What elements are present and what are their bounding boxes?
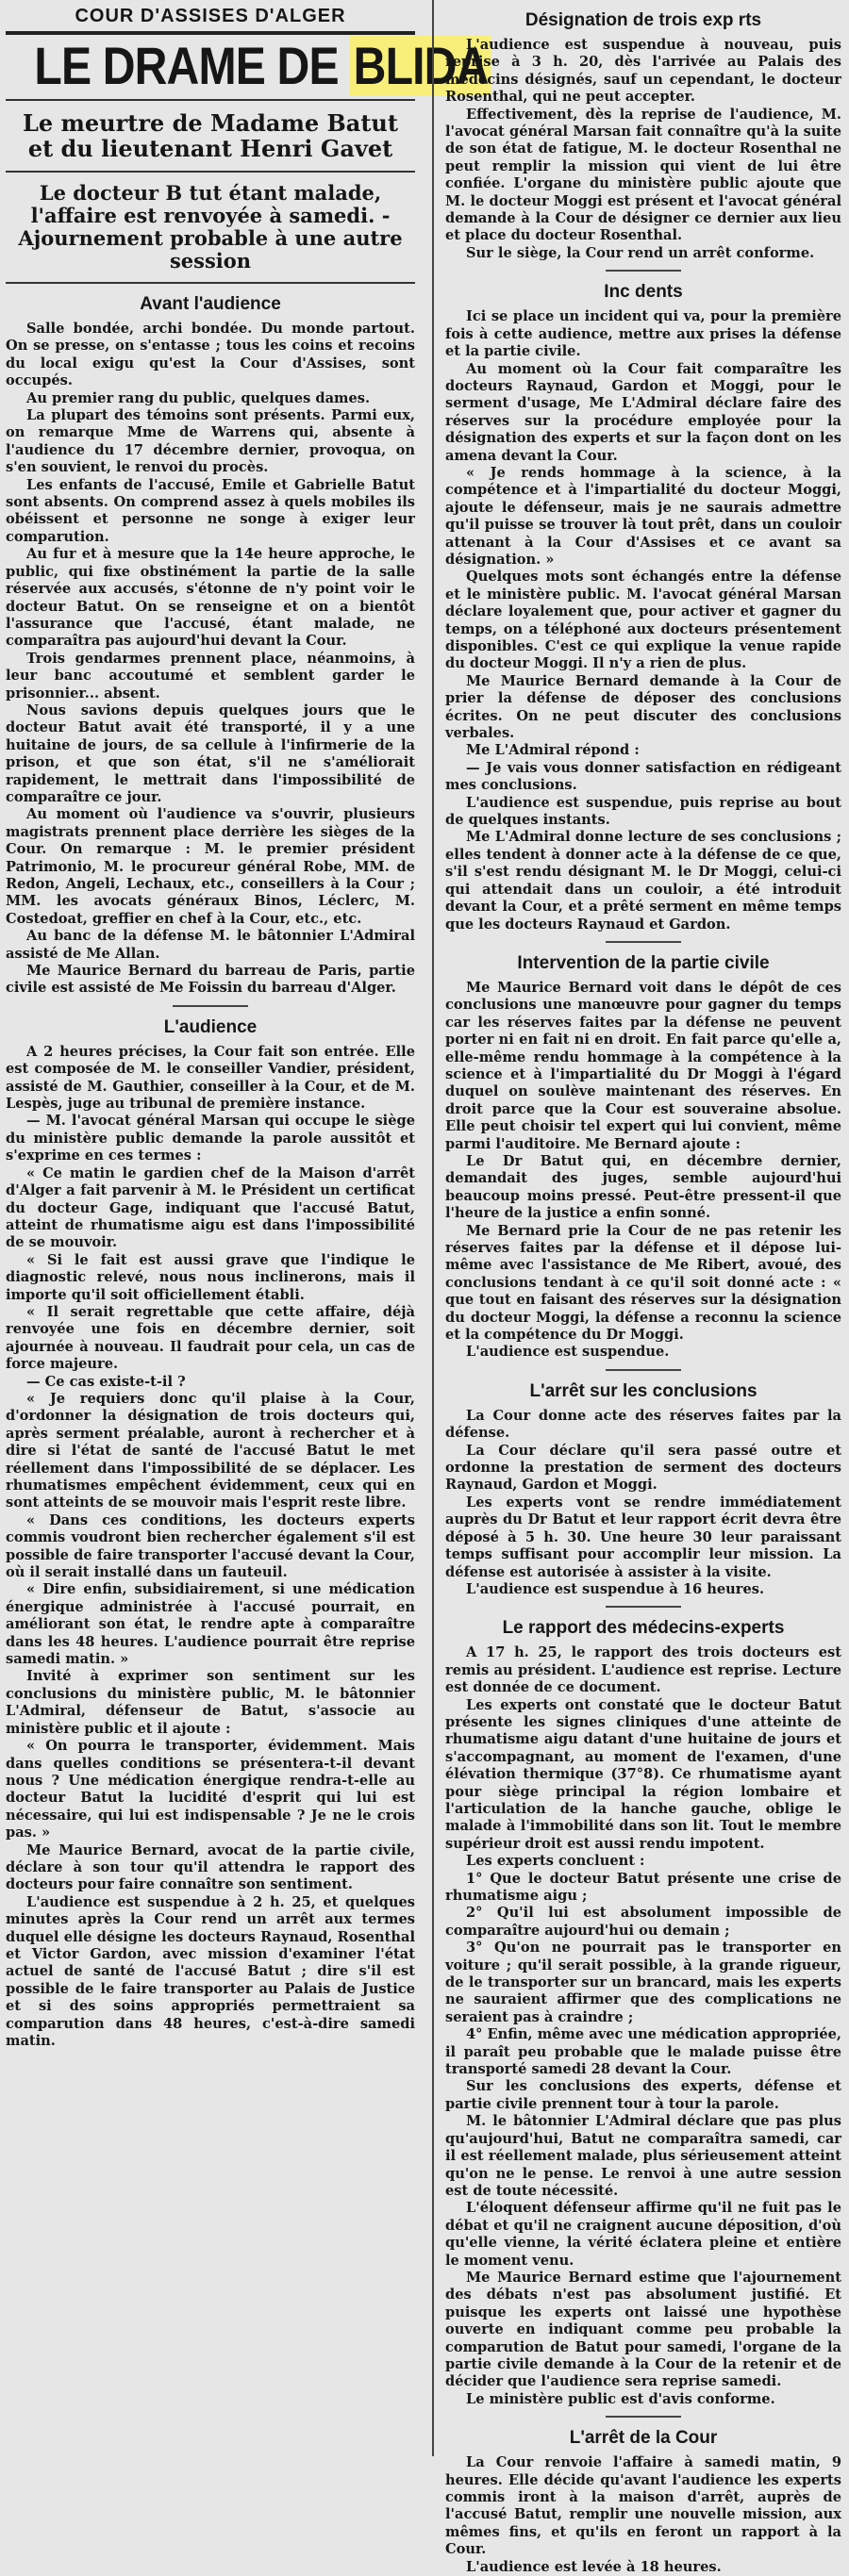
paragraph: L'audience est suspendue à 2 h. 25, et quelques minutes après la Cour rend un arrêt aux termes duquel elle désigne les docteurs Raynaud, Rosenthal et Victor Gardon, avec mission d'examiner l'état actuel de santé de l'accusé Batut ; dire s'il est possible de le faire transporter au Palais de Justice et si des soins appropriés permettraient sa comparution dans 48 heures, c'est-à-dire samedi matin. — [6, 1893, 415, 2049]
paragraph: Les enfants de l'accusé, Emile et Gabrielle Batut sont absents. On comprend assez à quels mobiles ils obéissent et personne ne songe à exiger leur comparution. — [6, 476, 415, 545]
paragraph: 2° Qu'il lui est absolument impossible de comparaître aujourd'hui ou demain ; — [445, 1905, 841, 1939]
rule — [6, 282, 415, 284]
right-column — [432, 0, 849, 2575]
paragraph: « Il serait regrettable que cette affaire, déjà renvoyée une fois en décembre dernier, soit ajournée à nouveau. Il faudrait pour cela, un cas de force majeure. — [6, 1303, 415, 1373]
paragraph: L'audience est suspendue à nouveau, puis reprise à 3 h. 20, dès l'arrivée au Palais des médecins désignés, sauf un cependant, le docteur Rosenthal, qui ne peut accepter. — [445, 37, 841, 106]
rule — [6, 99, 415, 101]
deck-secondary: Le docteur B tut étant malade, l'affaire est renvoyée à samedi. - Ajournement probable à une autre session — [18, 181, 403, 272]
paragraph: Me Maurice Bernard du barreau de Paris, partie civile est assisté de Me Foissin du barreau d'Alger. — [6, 963, 415, 997]
paragraph: Nous savions depuis quelques jours que le docteur Batut avait été transporté, il y a une huitaine de jours, de sa cellule à l'infirmerie de la prison, et que son état, s'il ne s'améliorait rapidement, le mettrait dans l'impossibilité de comparaître ce jour. — [6, 702, 415, 805]
paragraph: M. le bâtonnier L'Admiral déclare que pas plus qu'aujourd'hui, Batut ne comparaîtra samedi, car il est réellement malade, plus sérieusement atteint qu'on ne le pense. Le renvoi à une autre session est de toute nécessité. — [445, 2113, 841, 2199]
paragraph: Me Bernard prie la Cour de ne pas retenir les réserves faites par la défense et il dépose lui-même avec l'assistance de Me Ribert, avoué, des conclusions tendant à ce qu'il soit donné acte : « que tout en faisant des réserves sur la désignation du docteur Moggi, la défense a reconnu la science et la compétence du Dr Moggi. — [445, 1222, 841, 1344]
paragraph: « Dire enfin, subsidiairement, si une médication énergique administrée à l'accusé pourrait, en améliorant son état, le rendre apte à comparaître dans les 48 heures. L'audience pourrait être reprise samedi matin. » — [6, 1581, 415, 1668]
paragraph: « Ce matin le gardien chef de la Maison d'arrêt d'Alger a fait parvenir à M. le Président un certificat du docteur Gage, indiquant que l'accusé Batut, atteint de rhumatisme aigu est dans l'impossibilité de se mouvoir. — [6, 1164, 415, 1251]
paragraph: — Ce cas existe-t-il ? — [26, 1373, 186, 1390]
paragraph: Sur les conclusions des experts, défense et partie civile prennent tour à tour la parole. — [445, 2078, 841, 2112]
paragraph: La Cour donne acte des réserves faites par la défense. — [445, 1407, 841, 1442]
section-title: Le rapport des médecins-experts — [502, 1618, 785, 1639]
paragraph: La plupart des témoins sont présents. Parmi eux, on remarque Mme de Warrens qui, absente à l'audience du 17 décembre dernier, provoqua, on s'en souvient, le renvoi du procès. — [6, 407, 415, 476]
paragraph: Les experts ont constaté que le docteur Batut présente les signes cliniques d'une atteinte de rhumatisme aigu datant d'une huitaine de jours et s'accompagnant, au moment de l'examen, d'une élévation thermique (37°8). Ce rhumatisme ayant pour siège principal la région lombaire et l'articulation de la hanche gauche, oblige le malade à l'immobilité dans son lit. Tout le membre supérieur droit est aussi rendu impotent. — [445, 1696, 841, 1852]
paragraph: Me Maurice Bernard estime que l'ajournement des débats n'est pas absolument justifié. Et puisque les experts ont laissé une hypothèse ouverte en indiquant comme peu probable la comparution de Batut pour samedi, l'organe de la partie civile demande à la Cour de la retenir et de décider que l'audience sera reprise samedi. — [445, 2269, 841, 2390]
headline-text: LE DRAME DE — [34, 36, 351, 95]
paragraph: L'éloquent défenseur affirme qu'il ne fuit pas le débat et qu'il ne craignent aucune déposition, d'où qu'elle vienne, la vérité éclatera pleine et entière le moment venu. — [445, 2200, 841, 2269]
paragraph: — M. l'avocat général Marsan qui occupe le siège du ministère public demande la parole aussitôt et s'exprime en ces termes : — [6, 1113, 415, 1164]
paragraph: « Je rends hommage à la science, à la compétence et à l'impartialité du docteur Moggi, ajoute le défenseur, mais je ne saurais admettre qu'il puisse se trouver là tout prêt, dans un couloir attenant à la Cour d'Assises et ce avant sa désignation. » — [445, 464, 841, 568]
section-divider — [606, 1369, 681, 1371]
paragraph: Me Maurice Bernard voit dans le dépôt de ces conclusions une manœuvre pour gagner du temps car les réserves faites par la défense ne peuvent porter ni en fait ni en droit. En fait parce qu'elle a, elle-même rendu hommage à la compétence à la science et à l'impartialité du Dr Moggi à l'égard duquel on soulève maintenant des réserves. En droit parce que la Cour est souveraine absolue. Elle peut choisir tel expert qui lui convient, même parmi l'auditoire. Me Bernard ajoute : — [445, 979, 841, 1152]
paragraph: Au fur et à mesure que la 14e heure approche, le public, qui fixe obstinément la partie de la salle réservée aux accusés, s'étonne de n'y point voir le docteur Batut. On se renseigne et on a bientôt l'assurance que l'accusé, étant malade, ne comparaîtra pas aujourd'hui devant la Cour. — [6, 546, 415, 650]
section-title: Inc dents — [604, 282, 683, 303]
paragraph: L'audience est suspendue à 16 heures. — [466, 1580, 765, 1597]
paragraph: « Je requiers donc qu'il plaise à la Cour, d'ordonner la désignation de trois docteurs qui, après serment préalable, auront à rechercher et à dire si l'état de santé de l'accusé Batut le met réellement dans l'impossibilité de se déplacer. Les rhumatismes empêchent évidemment, ceux qui en sont atteints de se mouvoir mais l'esprit reste libre. — [6, 1390, 415, 1511]
paragraph: Quelques mots sont échangés entre la défense et le ministère public. M. l'avocat général Marsan déclare loyalement que, pour activer et gagner du temps, on a téléphoné aux docteurs présentement disponibles. C'est ce qui explique la venue rapide du docteur Moggi. Il n'y a rien de plus. — [445, 569, 841, 672]
section-divider — [173, 1005, 248, 1007]
paragraph: — Je vais vous donner satisfaction en rédigeant mes conclusions. — [445, 759, 841, 794]
paragraph: Les experts vont se rendre immédiatement auprès du Dr Batut et leur rapport écrit devra être déposé à 5 h. 30. Une heure 30 leur paraissant temps suffisant pour accomplir leur mission. La défense est autorisée à assister à la visite. — [445, 1494, 841, 1580]
rule — [6, 31, 415, 35]
paragraph: « Dans ces conditions, les docteurs experts commis voudront bien rechercher également s'il est possible de faire transporter l'accusé devant la Cour, où il serait installé dans un fauteuil. — [6, 1511, 415, 1581]
paragraph: Les experts concluent : — [466, 1853, 645, 1870]
section-title: L'arrêt sur les conclusions — [529, 1380, 757, 1401]
paragraph: La Cour renvoie l'affaire à samedi matin, 9 heures. Elle décide qu'avant l'audience les experts commis iront à la maison d'arrêt, auprès de l'accusé Batut, remplir une nouvelle mission, aux mêmes fins, et qu'ils en feront un rapport à la Cour. — [445, 2454, 841, 2558]
paragraph: Me Maurice Bernard demande à la Cour de prier la défense de déposer des conclusions écrites. On ne peut discuter des conclusions verbales. — [445, 672, 841, 742]
section-title: L'arrêt de la Cour — [569, 2428, 718, 2449]
paragraph: A 2 heures précises, la Cour fait son entrée. Elle est composée de M. le conseiller Vandier, président, assisté de M. Gauthier, conseiller à la Cour, et de M. Lespès, juge au tribunal de première instance. — [6, 1043, 415, 1113]
headline — [34, 36, 489, 95]
paragraph: Salle bondée, archi bondée. Du monde partout. On se presse, on s'entasse ; tous les coins et recoins du local exigu qu'est la Cour d'Assises, sont occupés. — [6, 321, 415, 389]
paragraph: A 17 h. 25, le rapport des trois docteurs est remis au président. L'audience est reprise. Lecture est donnée de ce document. — [445, 1644, 841, 1696]
paragraph: Me L'Admiral répond : — [466, 742, 640, 759]
section-divider — [606, 2416, 681, 2418]
section-title: Avant l'audience — [140, 294, 281, 314]
paragraph: Au premier rang du public, quelques dames. — [26, 389, 371, 406]
paragraph: L'audience est levée à 18 heures. — [466, 2558, 722, 2575]
section-divider — [606, 1606, 681, 1608]
headline-highlight: BLIDA — [350, 36, 491, 95]
paragraph: « On pourra le transporter, évidemment. Mais dans quelles conditions se présentera-t-il devant nous ? Une médication énergique rendra-t-elle au docteur Batut la lucidité d'esprit qui lui est nécessaire, qui lui est indispensable ? Je ne le crois pas. » — [6, 1738, 415, 1841]
paragraph: Trois gendarmes prennent place, néanmoins, à leur banc accoutumé et semblent garder le prisonnier... absent. — [6, 650, 415, 702]
paragraph: Effectivement, dès la reprise de l'audience, M. l'avocat général Marsan fait connaître qu'à la suite de son état de fatigue, M. le docteur Rosenthal ne peut remplir la mission qui vient de lui être confiée. L'organe du ministère public ajoute que M. le docteur Moggi est présent et l'avocat général demande à la Cour de désigner ce dernier aux lieu et place du docteur Rosenthal. — [445, 106, 841, 244]
paragraph: L'audience est suspendue. — [466, 1344, 670, 1361]
paragraph: 3° Qu'on ne pourrait pas le transporter en voiture ; qu'il serait possible, à la grande rigueur, de le transporter sur un brancard, mais les experts ne sauraient affirmer que des complications ne seraient pas à craindre ; — [445, 1940, 841, 2025]
paragraph: Me Maurice Bernard, avocat de la partie civile, déclare à son tour qu'il attendra le rapport des docteurs pour faire connaître son sentiment. — [6, 1841, 415, 1893]
paragraph: Invité à exprimer son sentiment sur les conclusions du ministère public, M. le bâtonnier L'Admiral, défenseur de Batut, s'associe au ministère public et il ajoute : — [6, 1668, 415, 1737]
paragraph: L'audience est suspendue, puis reprise au bout de quelques instants. — [445, 794, 841, 829]
paragraph: La Cour déclare qu'il sera passé outre et ordonne la prestation de serment des docteurs Raynaud, Gardon et Moggi. — [445, 1442, 841, 1494]
right-sections — [445, 10, 841, 2576]
deck: Le meurtre de Madame Batut et du lieutenant Henri Gavet — [23, 109, 398, 162]
paragraph: Au moment où l'audience va s'ouvrir, plusieurs magistrats prennent place derrière les sièges de la Cour. On remarque : M. le premier président Patrimonio, M. le procureur général Robe, MM. de Redon, Angeli, Lechaux, etc., conseillers à la Cour ; MM. les avocats généraux Binos, Léclerc, M. Costedoat, greffier en chef à la Cour, etc., etc. — [6, 806, 415, 927]
paragraph: Ici se place un incident qui va, pour la première fois à cette audience, mettre aux prises la défense et la partie civile. — [445, 308, 841, 360]
kicker: COUR D'ASSISES D'ALGER — [75, 6, 346, 26]
paragraph: Au banc de la défense M. le bâtonnier L'Admiral assisté de Me Allan. — [6, 928, 415, 962]
left-sections — [6, 294, 415, 2050]
section-title: Désignation de trois exp rts — [524, 10, 762, 30]
paragraph: 1° Que le docteur Batut présente une crise de rhumatisme aigu ; — [445, 1870, 841, 1904]
rule — [6, 171, 415, 173]
section-divider — [606, 270, 681, 272]
paragraph: Me L'Admiral donne lecture de ses conclusions ; elles tendent à donner acte à la défense de ce que, s'il s'est rendu désignant M. le Dr Moggi, celui-ci qui attendait dans un couloir, a été introduit devant la Cour, et a prêté serment en même temps que les docteurs Raynaud et Gardon. — [445, 829, 841, 933]
section-divider — [606, 941, 681, 943]
paragraph: Le ministère public est d'avis conforme. — [466, 2390, 775, 2407]
section-title: Intervention de la partie civile — [517, 952, 770, 973]
section-title: L'audience — [163, 1016, 258, 1037]
paragraph: Au moment où la Cour fait comparaître les docteurs Raynaud, Gardon et Moggi, pour le serment d'usage, Me L'Admiral déclare faire des réserves sur la procédure employée pour la désignation des experts et sur la façon dont on les amena devant la Cour. — [445, 360, 841, 464]
paragraph: 4° Enfin, même avec une médication appropriée, il paraît peu probable que le malade puisse être transporté samedi 28 devant la Cour. — [445, 2026, 841, 2078]
paragraph: Le Dr Batut qui, en décembre dernier, demandait des juges, semble aujourd'hui beaucoup moins pressé. Peut-être pressent-il que l'heure de la justice a enfin sonné. — [445, 1152, 841, 1222]
paragraph: « Si le fait est aussi grave que l'indique le diagnostic relevé, nous nous inclinerons, mais il importe qu'il soit officiellement établi. — [6, 1251, 415, 1303]
paragraph: Sur le siège, la Cour rend un arrêt conforme. — [466, 244, 815, 261]
